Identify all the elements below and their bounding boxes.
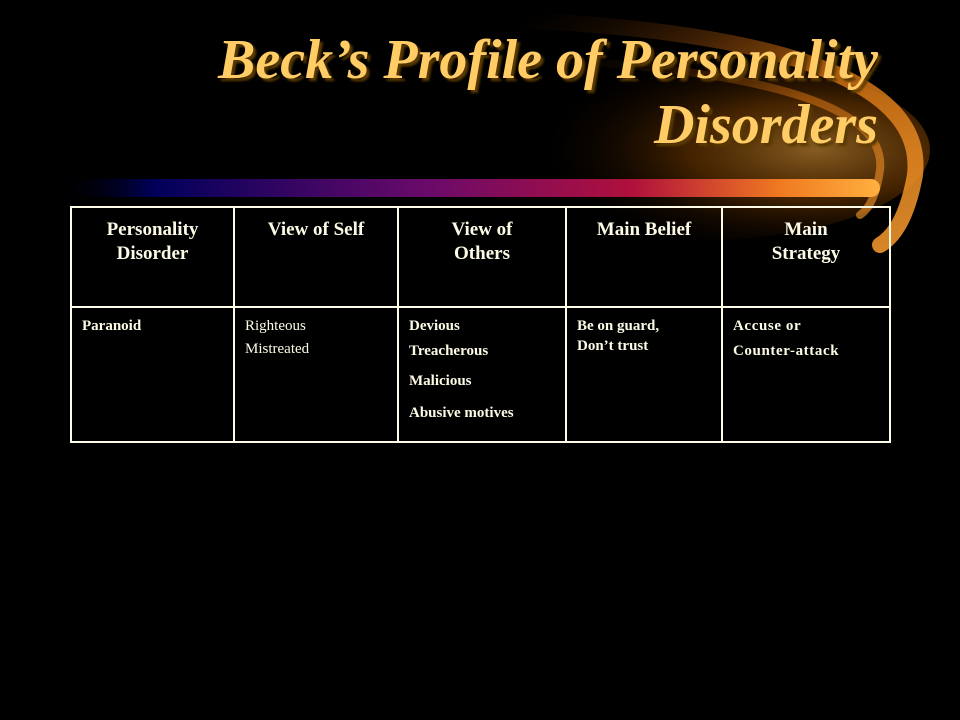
header-line: View of (451, 219, 513, 240)
view-of-self-item: Mistreated (245, 341, 310, 357)
swoosh-bar (55, 179, 880, 197)
header-main-strategy (722, 207, 890, 307)
main-belief-line: Be on guard, (577, 318, 660, 334)
header-view-of-others (398, 207, 566, 307)
disorder-name: Paranoid (82, 318, 142, 334)
main-strategy-line: Counter-attack (733, 343, 840, 359)
header-line: Main (784, 219, 828, 240)
header-line: Strategy (771, 243, 841, 264)
header-line: Personality (106, 219, 199, 240)
cell-view-of-others (398, 307, 566, 442)
header-view-of-self (234, 207, 398, 307)
header-line: Main Belief (596, 219, 692, 240)
cell-main-belief (566, 307, 722, 442)
view-of-others-item: Devious (409, 318, 460, 334)
cell-disorder (71, 307, 234, 442)
view-of-others-item: Treacherous (409, 343, 489, 359)
view-of-others-item: Abusive motives (409, 405, 514, 421)
header-line: Disorder (116, 243, 189, 264)
main-belief-line: Don’t trust (577, 338, 649, 354)
main-strategy-line: Accuse or (733, 318, 802, 334)
header-main-belief (566, 207, 722, 307)
header-personality-disorder (71, 207, 234, 307)
slide-title-line-2: Disorders (653, 94, 878, 156)
personality-profile-table (70, 206, 891, 443)
cell-main-strategy (722, 307, 890, 442)
table-header-row (71, 207, 890, 307)
view-of-others-item: Malicious (409, 373, 472, 389)
table-row (71, 307, 890, 442)
header-line: View of Self (267, 219, 365, 240)
cell-view-of-self (234, 307, 398, 442)
view-of-self-item: Righteous (245, 318, 306, 334)
header-line: Others (454, 243, 510, 264)
slide-title-line-1: Beck’s Profile of Personality (218, 29, 878, 91)
